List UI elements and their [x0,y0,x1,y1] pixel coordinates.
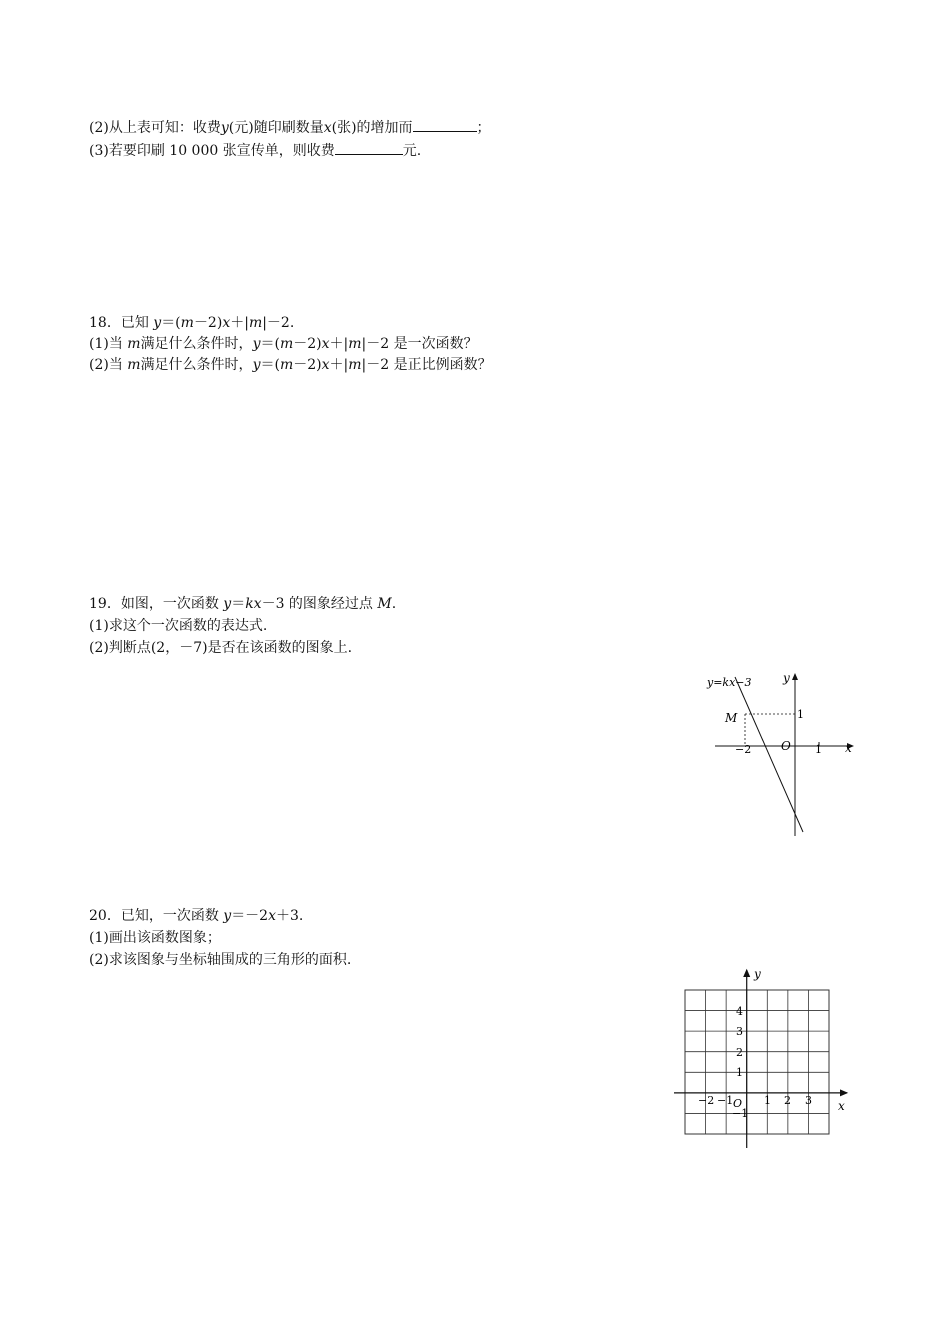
q20-grid-figure [670,964,855,1154]
eq-text: |－2 是一次函数？ [361,336,478,352]
var-x: x [268,908,277,924]
var-m: m [348,336,362,352]
tick-label-x-neg: −2 [735,743,752,756]
var-m: m [279,357,294,373]
var-M: M [377,596,392,612]
var-m: m [279,336,294,352]
q17-part2-text: ； [476,120,491,136]
eq-text: ＝( [161,315,181,331]
var-m: m [348,357,362,373]
q17-part2 [89,117,491,138]
eq-text: 20．已知，一次函数 [89,908,224,924]
eq-text: ＋| [230,315,249,331]
var-x: x [222,315,231,331]
x-tick-label: 1 [764,1094,771,1107]
y-axis-label: y [754,967,761,981]
eq-text: . [391,596,397,612]
q17-part2-text: (2)从上表可知：收费 [89,120,221,136]
x-tick-label: −2 [698,1094,715,1107]
var-y: y [252,357,261,373]
q19-stem [89,594,396,614]
var-x: x [323,120,332,136]
var-y: y [220,120,229,136]
y-tick-label: 1 [736,1066,743,1079]
y-tick-label: 4 [736,1005,743,1018]
var-y: y [223,908,232,924]
x-tick-label: 2 [784,1094,791,1107]
eq-text: ＝( [260,336,280,352]
var-m: m [180,315,194,331]
eq-text: (1)当 [89,336,128,352]
q17-part3-text: (3)若要印刷 10 000 张宣传单，则收费 [89,143,335,159]
q19-part1: (1)求这个一次函数的表达式. [89,618,268,634]
var-y: y [153,315,162,331]
var-kx: kx [245,596,262,612]
var-x: x [321,336,330,352]
x-tick-label: −1 [717,1094,734,1107]
grid-border [685,990,829,1134]
eq-text: |－2 是正比例函数？ [361,357,492,373]
eq-text: (2)当 [89,357,128,373]
y-tick-label: −1 [732,1107,749,1120]
eq-text: －2) [293,357,322,373]
eq-text: 19．如图，一次函数 [89,596,224,612]
answer-blank[interactable] [413,117,477,132]
eq-text: ＝－2 [231,908,269,924]
q17-part3 [89,140,421,161]
origin-label: O [781,739,791,753]
q19-figure [695,668,865,840]
x-tick-label: 3 [805,1094,812,1107]
var-x: x [321,357,330,373]
eq-text: ＝( [260,357,280,373]
var-m: m [127,357,141,373]
q20-stem [89,906,303,926]
eq-text: 满足什么条件时， [140,336,253,352]
var-y: y [223,596,232,612]
point-m-label: M [725,711,738,725]
eq-text: －3 的图象经过点 [261,596,378,612]
q18-part1 [89,334,478,354]
x-axis-label: x [838,1099,845,1113]
y-tick-label: 3 [736,1025,743,1038]
y-axis-label: y [783,671,790,685]
answer-blank[interactable] [335,140,403,155]
var-m: m [248,315,263,331]
eq-text: 满足什么条件时， [140,357,253,373]
eq-text: ＋| [329,357,349,373]
q20-part1: (1)画出该函数图象； [89,930,221,946]
q17-part2-text: (张)的增加而 [331,120,413,136]
tick-label-y: 1 [797,708,804,721]
eq-text: ＋3. [276,908,304,924]
var-y: y [252,336,261,352]
y-tick-label: 2 [736,1046,743,1059]
q18-part2 [89,355,492,375]
tick-label-x-pos: 1 [815,743,822,756]
eq-text: ＋| [329,336,349,352]
q20-part2: (2)求该图象与坐标轴围成的三角形的面积. [89,952,352,968]
q19-part2: (2)判断点(2，－7)是否在该函数的图象上. [89,640,353,656]
eq-text: －2) [293,336,322,352]
q18-number: 18．已知 [89,315,154,331]
origin-label: O [733,1097,743,1110]
q17-part3-text: 元. [402,143,422,159]
eq-text: －2) [193,315,223,331]
eq-text: |－2. [262,315,295,331]
var-m: m [127,336,141,352]
eq-text: ＝ [231,596,246,612]
grid-lines [685,990,829,1134]
x-axis-label: x [845,741,852,755]
line-label: y=kx−3 [707,676,752,689]
q17-part2-text: (元)随印刷数量 [228,120,324,136]
q18-stem [89,313,294,333]
